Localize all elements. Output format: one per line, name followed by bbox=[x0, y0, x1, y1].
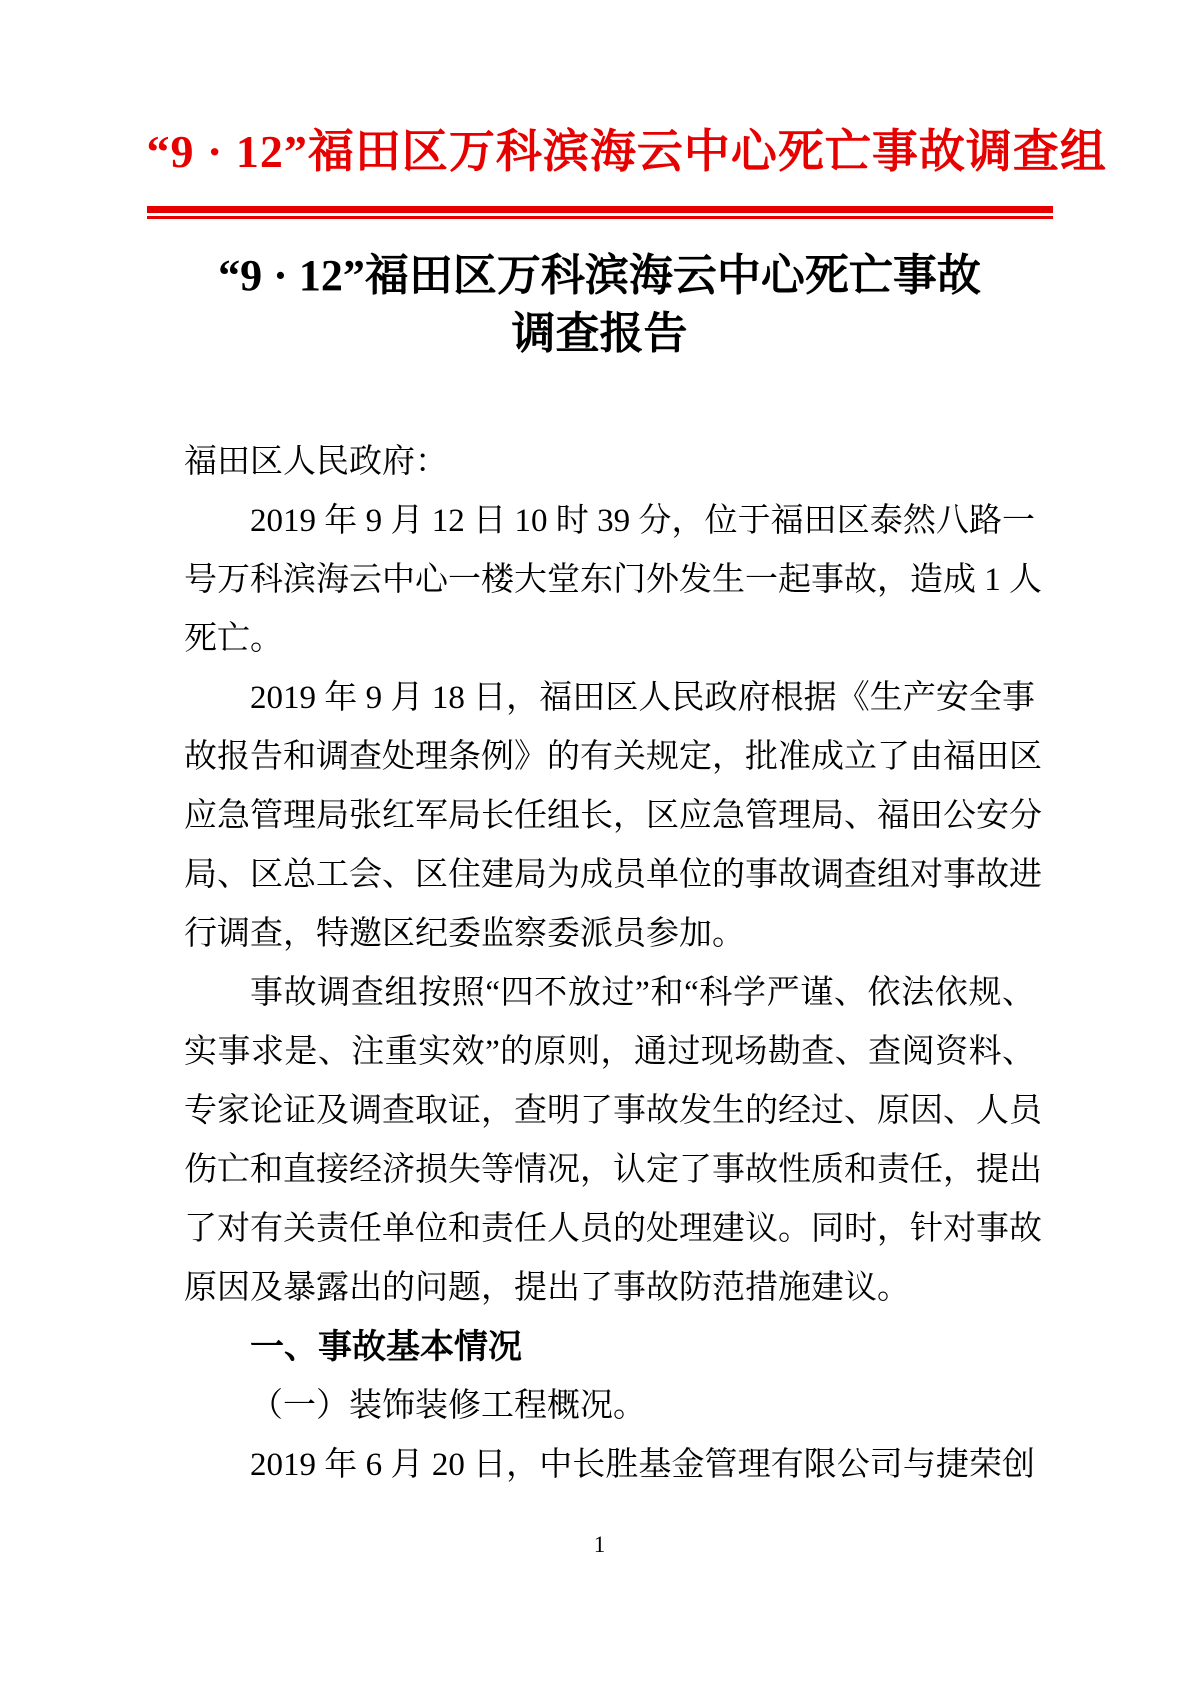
paragraph-3-line-4: 伤亡和直接经济损失等情况，认定了事故性质和责任，提出 bbox=[184, 1152, 1042, 1188]
paragraph-3-line-2: 实事求是、注重实效”的原则，通过现场勘查、查阅资料、 bbox=[184, 1034, 1035, 1070]
paragraph-3-line-3: 专家论证及调查取证，查明了事故发生的经过、原因、人员 bbox=[184, 1093, 1042, 1129]
document-title bbox=[0, 247, 1199, 363]
red-rule-thick-line bbox=[147, 206, 1053, 213]
paragraph-1-line-3: 死亡。 bbox=[184, 621, 283, 657]
paragraph-2-line-5: 行调查，特邀区纪委监察委派员参加。 bbox=[184, 916, 745, 952]
section-heading: 一、事故基本情况 bbox=[250, 1328, 522, 1366]
letterhead-banner-title: “9 · 12”福田区万科滨海云中心死亡事故调查组 bbox=[146, 126, 1107, 177]
paragraph-2-line-3: 应急管理局张红军局长任组长，区应急管理局、福田公安分 bbox=[184, 798, 1042, 834]
letterhead bbox=[146, 122, 1107, 182]
red-double-rule bbox=[147, 206, 1053, 219]
paragraph-2-line-2: 故报告和调查处理条例》的有关规定，批准成立了由福田区 bbox=[184, 739, 1042, 775]
document-title-line2: 调查报告 bbox=[511, 309, 688, 358]
paragraph-3-line-6: 原因及暴露出的问题，提出了事故防范措施建议。 bbox=[184, 1270, 910, 1306]
salutation: 福田区人民政府： bbox=[184, 444, 448, 480]
red-rule-thin-line bbox=[147, 216, 1053, 219]
paragraph-2-line-4: 局、区总工会、区住建局为成员单位的事故调查组对事故进 bbox=[184, 857, 1042, 893]
page-number: 1 bbox=[593, 1532, 606, 1557]
paragraph-1-line-2: 号万科滨海云中心一楼大堂东门外发生一起事故，造成 1 人 bbox=[184, 562, 1042, 598]
document-title-line1: “9 · 12”福田区万科滨海云中心死亡事故 bbox=[218, 251, 981, 300]
paragraph-4-line-1: 2019 年 6 月 20 日，中长胜基金管理有限公司与捷荣创 bbox=[250, 1447, 1035, 1483]
document-body bbox=[184, 433, 1042, 1495]
paragraph-1-line-1: 2019 年 9 月 12 日 10 时 39 分，位于福田区泰然八路一 bbox=[250, 503, 1035, 539]
subsection-heading: （一）装饰装修工程概况。 bbox=[250, 1388, 646, 1424]
paragraph-3-line-5: 了对有关责任单位和责任人员的处理建议。同时，针对事故 bbox=[184, 1211, 1042, 1247]
paragraph-3-line-1: 事故调查组按照“四不放过”和“科学严谨、依法依规、 bbox=[250, 975, 1035, 1011]
paragraph-2-line-1: 2019 年 9 月 18 日，福田区人民政府根据《生产安全事 bbox=[250, 680, 1035, 716]
